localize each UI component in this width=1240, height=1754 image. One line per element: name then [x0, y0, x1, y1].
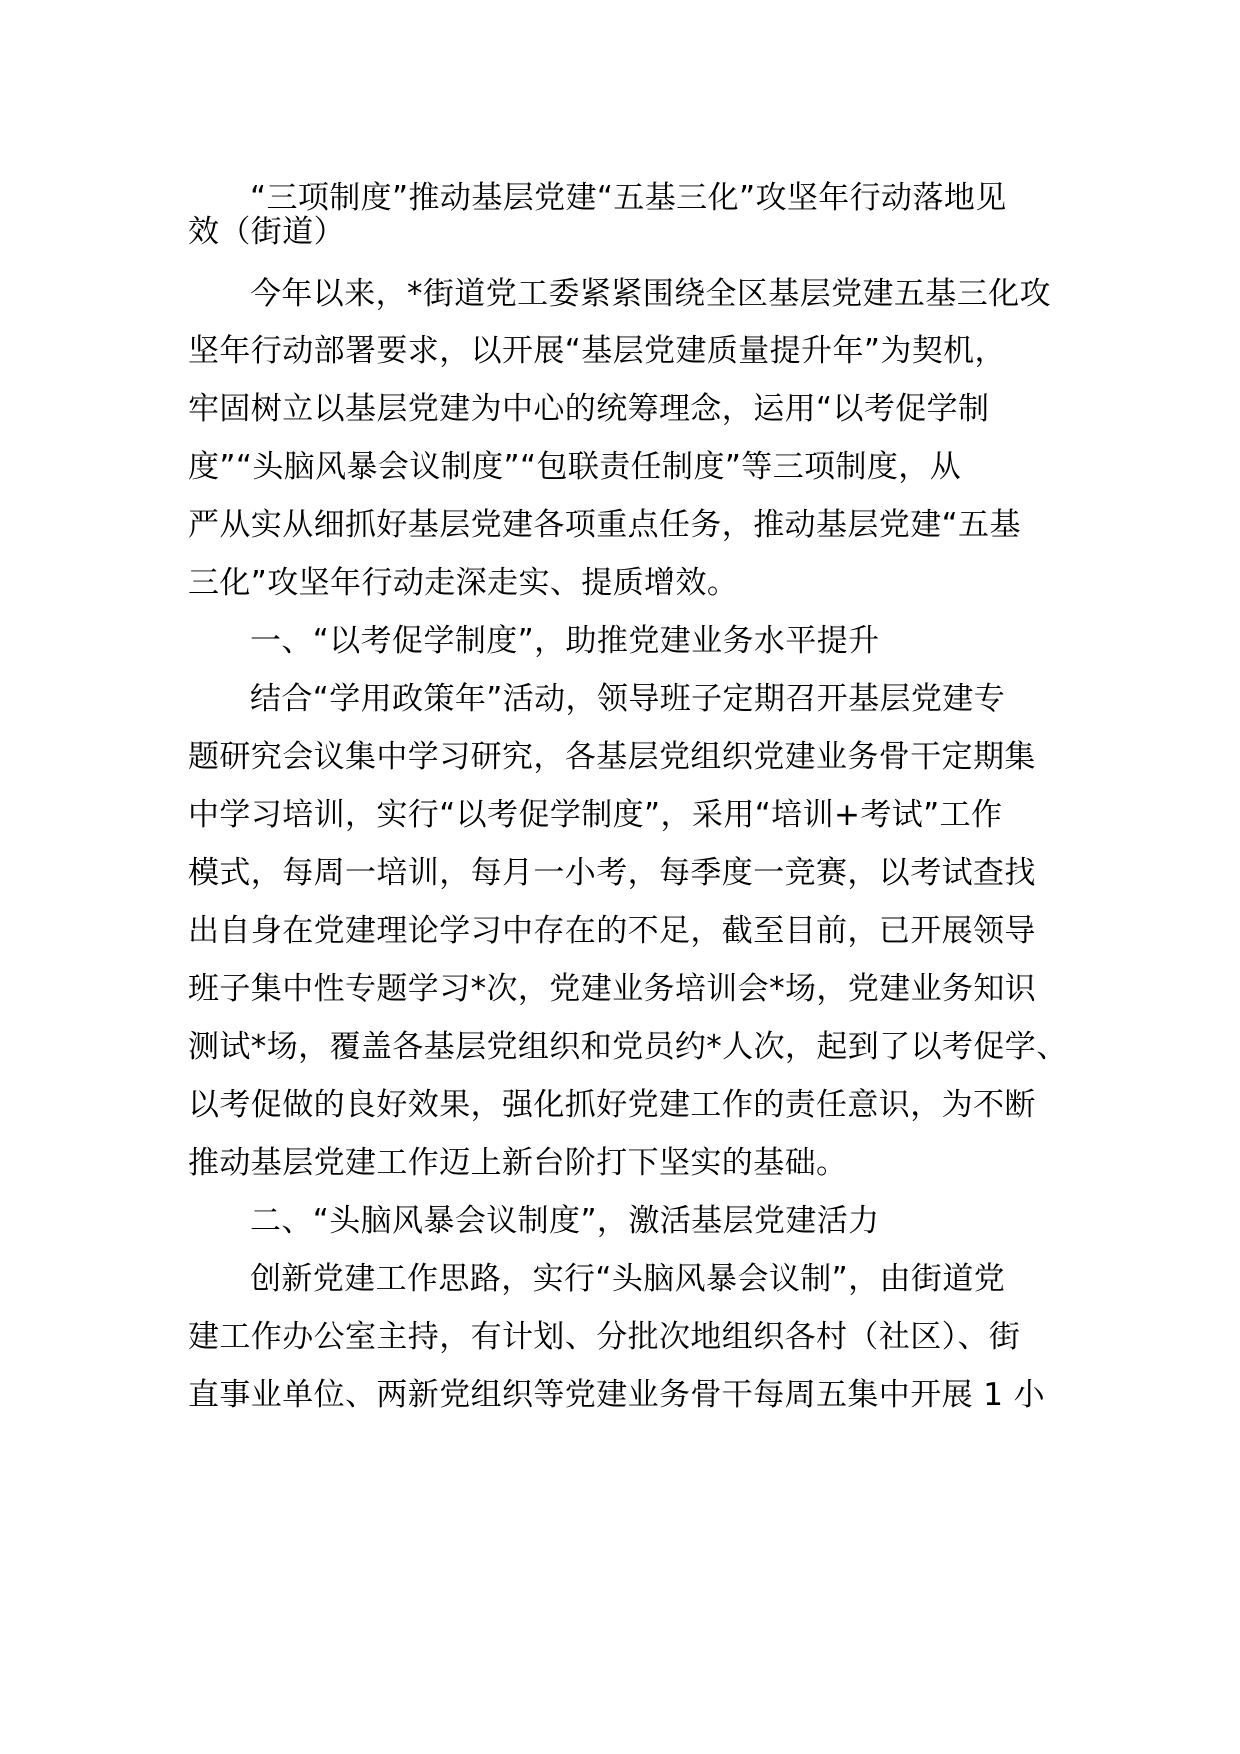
section-1-line-2: 题研究会议集中学习研究，各基层党组织党建业务骨干定期集 — [188, 739, 1036, 775]
section-2-line-3: 直事业单位、两新党组织等党建业务骨干每周五集中开展 1 小 — [188, 1377, 1046, 1413]
section-2-line-1: 创新党建工作思路，实行“头脑风暴会议制”，由街道党 — [250, 1261, 1006, 1297]
intro-line-5: 严从实从细抓好基层党建各项重点任务，推动基层党建“五基 — [188, 507, 1021, 543]
section-1-line-4: 模式，每周一培训，每月一小考，每季度一竞赛，以考试查找 — [188, 855, 1036, 891]
intro-line-3: 牢固树立以基层党建为中心的统筹理念，运用“以考促学制 — [188, 391, 990, 427]
intro-line-2: 坚年行动部署要求，以开展“基层党建质量提升年”为契机， — [188, 333, 1006, 369]
section-1-line-1: 结合“学用政策年”活动，领导班子定期召开基层党建专 — [250, 681, 1006, 717]
title-line-2: 效（街道） — [188, 214, 345, 250]
section-1-line-8: 以考促做的良好效果，强化抓好党建工作的责任意识，为不断 — [188, 1087, 1036, 1123]
section-1-line-9: 推动基层党建工作迈上新台阶打下坚实的基础。 — [188, 1145, 848, 1181]
intro-line-6: 三化”攻坚年行动走深走实、提质增效。 — [188, 565, 739, 601]
intro-line-1: 今年以来，*街道党工委紧紧围绕全区基层党建五基三化攻 — [250, 276, 1051, 312]
section-1-line-5: 出自身在党建理论学习中存在的不足，截至目前，已开展领导 — [188, 913, 1036, 949]
section-1-line-3: 中学习培训，实行“以考促学制度”，采用“培训+考试”工作 — [188, 797, 1003, 833]
section-1-line-7: 测试*场，覆盖各基层党组织和党员约*人次，起到了以考促学、 — [188, 1029, 1068, 1065]
section-1-heading: 一、“以考促学制度”，助推党建业务水平提升 — [250, 623, 880, 659]
intro-line-4: 度”“头脑风暴会议制度”“包联责任制度”等三项制度，从 — [188, 449, 962, 485]
section-2-line-2: 建工作办公室主持，有计划、分批次地组织各村（社区）、街 — [188, 1319, 1021, 1355]
section-1-line-6: 班子集中性专题学习*次，党建业务培训会*场，党建业务知识 — [188, 971, 1037, 1007]
title-line-1: “三项制度”推动基层党建“五基三化”攻坚年行动落地见 — [250, 180, 1007, 216]
section-2-heading: 二、“头脑风暴会议制度”，激活基层党建活力 — [250, 1203, 880, 1239]
